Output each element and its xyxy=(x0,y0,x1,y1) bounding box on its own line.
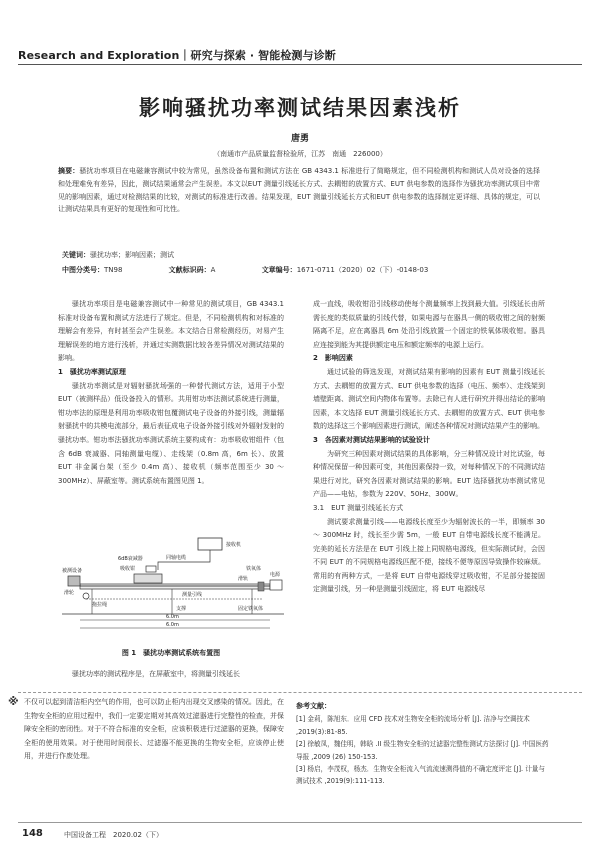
pulley xyxy=(83,593,89,599)
track-label: 滑轨 xyxy=(238,576,249,582)
dimension-2: 6.0m xyxy=(166,622,179,628)
cable-label: 同轴电缆 xyxy=(166,555,187,561)
keywords-label: 关键词： xyxy=(62,251,90,259)
footer-rule xyxy=(18,822,582,823)
section-3-1-paragraph: 测试要求测量引线——电源线长度至少为辐射波长的一半，即频率 30 ～ 300MHz 时，线长至少需 5m，一般 EUT 自带电源线长度不能满足。完美的延长方法是在 EUT 引线上接上同规格电源线，但实际测试时，会因不同 EUT 的不同规格电源线匹配不便，接线不便等原因导致操作较麻烦。常用的有两种方式，一是将 EUT 自带电源线穿过吸收钳，不足部分接接固定测量引线，另一种是测量引线固定，将 EUT 电源线尽 xyxy=(313,517,545,594)
reference-item: [3] 杨启，李茂权，杨杰．生物安全柜流入气流流速测得值的不确定度评定 [J]. 计量与测试技术 ,2019(9):111-113. xyxy=(296,765,545,786)
section-2-paragraph: 通过试验的筛选发现，对测试结果有影响的因素有 EUT 测量引线延长方式、去耦钳的放置方式、EUT 供电参数的选择（电压、频率）、走线架到墙壁距离、测试空间内物体布置等。去除已有人进行研究并得出结论的影响因素，本文选择 EUT 测量引线延长方式、去耦钳的放置方式、EUT 供电参数的选择这三个影响因素进行测试，阐述各种情况对测试结果产生的影响。 xyxy=(313,367,545,431)
rope-label: 拖拉绳 xyxy=(92,602,108,608)
attenuator-label: 6dB衰减器 xyxy=(118,556,143,562)
absorbing-clamp xyxy=(134,574,162,583)
clamp-label: 吸收钳 xyxy=(120,566,136,572)
affiliation: （南通市产品质量监督检验所，江苏 南通 226000） xyxy=(213,150,387,158)
pulley-label: 滑轮 xyxy=(64,590,75,596)
section-1-heading: 1 骚扰功率测试原理 xyxy=(58,367,126,376)
reference-item: [2] 徐敏凤，魏佳明，韩晗 .II 级生物安全柜的过滤器完整性测试方法探讨 [J]. 中国医药导报 ,2009 (26) 150-153. xyxy=(296,740,549,761)
section-3-1-heading: 3.1 EUT 测量引线延长方式 xyxy=(313,503,404,512)
references xyxy=(296,700,550,788)
fixed-ferrite-label: 固定铁氧体 xyxy=(238,606,264,612)
abstract-label: 摘要： xyxy=(58,167,80,175)
right-column xyxy=(313,298,545,597)
note-text: 不仅可以起到清洁柜内空气的作用，也可以防止柜内出现交叉感染的情况。因此，在生物安全柜的应用过程中，我们一定要定期对其高效过滤器进行完整性的检查，并保障安全柜的密闭性。对于不符合标准的安全柜，应该积极进行过滤器的更换，保障安全柜的使用效果。对于使用时间很长、过滤器不能更换的生物安全柜，应该停止使用，并进行作废处理。 xyxy=(24,698,284,761)
eut-label: 被测设备 xyxy=(62,568,83,574)
receiver-box xyxy=(198,538,222,550)
section-header: Research and Exploration｜研究与探索 · 智能检测与诊断 xyxy=(18,49,336,62)
keywords-text: 骚扰功率；影响因素；测试 xyxy=(90,251,174,259)
support-label: 支撑 xyxy=(176,606,187,612)
article-number: 文章编号：1671-0711（2020）02（下）-0148-03 xyxy=(261,266,429,274)
reference-item: [1] 金莉，陈旭东．应用 CFD 技术对生物安全柜的流场分析 [J]. 洁净与空调技术 ,2019(3):81-85. xyxy=(296,715,530,736)
section-2-heading: 2 影响因素 xyxy=(313,354,353,363)
section-3-heading: 3 各因素对测试结果影响的试验设计 xyxy=(313,435,430,444)
after-figure-paragraph: 骚扰功率的测试程序是，在屏蔽室中，将测量引线延长 xyxy=(72,670,240,678)
track xyxy=(80,584,270,589)
ferrite-label: 铁氧体 xyxy=(246,566,262,572)
left-column-continued xyxy=(58,668,284,682)
intro-paragraph: 骚扰功率项目是电磁兼容测试中一种常见的测试项目，GB 4343.1 标准对设备布置和测试方法进行了规定。但是，不同检测机构和对标准的理解会有差异，有时甚至会产生误差。本文结合日常检测经历，对易产生理解误差的地方进行浅析，并通过实测数据比较各差异情况对测试结果的影响。 xyxy=(58,300,284,363)
article-title: 影响骚扰功率测试结果因素浅析 xyxy=(139,96,461,120)
section-3-paragraph: 为研究三种因素对测试结果的具体影响，分三种情况设计对比试验，每种情况保留一种因素可变，其他因素保持一致，对每种情况下的不同测试结果进行对比，研究各因素对测试结果的影响。EUT 选择骚扰功率测试常见产品——电钻，参数为 220V、50Hz、300W。 xyxy=(313,449,545,499)
dimension-1: 6.0m xyxy=(166,614,179,620)
figure-caption: 图 1 骚扰功率测试系统布置图 xyxy=(121,649,221,657)
attenuator-box xyxy=(146,566,156,572)
abstract-text: 骚扰功率项目在电磁兼容测试中较为常见，虽然设备布置和测试方法在 GB 4343.1 标准进行了简略规定，但不同检测机构和测试人员对设备的选择和处理难免有差异，因此，测试结果通常会产生误差。本文以EUT 测量引线延长方式、去耦钳的放置方式、EUT 供电参数的选择作为骚扰功率测试项目中常见的影响因素，通过对检测结果的比较，对测试的标准进行改善。结果发现，EUT 测量引线延长方式和EUT 供电参数的选择制定更详细、具体的规定，可以让测试结果具有更好的复现性和可比性。 xyxy=(58,167,540,214)
receiver-label: 接收机 xyxy=(226,542,242,548)
section-1-paragraph: 骚扰功率测试是对辐射骚扰场强的一种替代测试方法，适用于小型 EUT（被测样品）低设备投入的情形。共用钳功率法测试系统进行测量，钳功率法的原理是利用功率吸收钳包覆测试电子设备的外接引线，测量辐射骚扰中的共模电流部分，最后表征成电子设备外接引线对外辐射发射的骚扰功率。钳功率法骚扰功率测试系统主要构成有：功率吸收钳组件（包含 6dB 衰减器、同轴测量电缆）、走线架（0.8m 高，6m 长）、放置 EUT 非金属台架（至少 0.4m 高）、接收机（频率范围至少 30 ～ 300MHz）、屏蔽室等。测试系统布置图见图 1。 xyxy=(58,381,284,485)
lead-label: 测量引线 xyxy=(182,592,203,598)
doc-code: 文献标识码：A xyxy=(168,266,216,274)
continued-note xyxy=(8,696,284,764)
eut-box xyxy=(68,576,80,586)
abstract xyxy=(58,165,540,216)
power-box xyxy=(270,580,282,590)
header-rule xyxy=(18,64,582,65)
article-meta xyxy=(62,265,542,275)
page-number: 148 xyxy=(22,828,43,839)
keywords xyxy=(62,250,174,260)
clc: 中图分类号：TN98 xyxy=(62,266,123,274)
ferrite xyxy=(258,582,264,591)
bottom-divider xyxy=(18,692,582,693)
left-column xyxy=(58,298,284,488)
test-system-diagram xyxy=(62,536,284,632)
author: 唐勇 xyxy=(290,134,309,144)
journal-name: 中国设备工程 2020.02（下） xyxy=(64,831,163,839)
note-mark: ※ xyxy=(8,695,19,708)
power-label: 电源 xyxy=(270,572,281,578)
col2-paragraph-1: 成一直线，吸收钳沿引线移动使每个测量频率上找到最大值。引线延长由所需长度的类似质量的引线代替，如果电源与在器具一侧的吸收钳之间的射频隔离不足，应在离器具 6m 处沿引线放置一个固定的铁氧体吸收钳。器具应连接到能为其提供额定电压和额定频率的电源上运行。 xyxy=(313,300,545,349)
references-title: 参考文献： xyxy=(296,702,331,710)
